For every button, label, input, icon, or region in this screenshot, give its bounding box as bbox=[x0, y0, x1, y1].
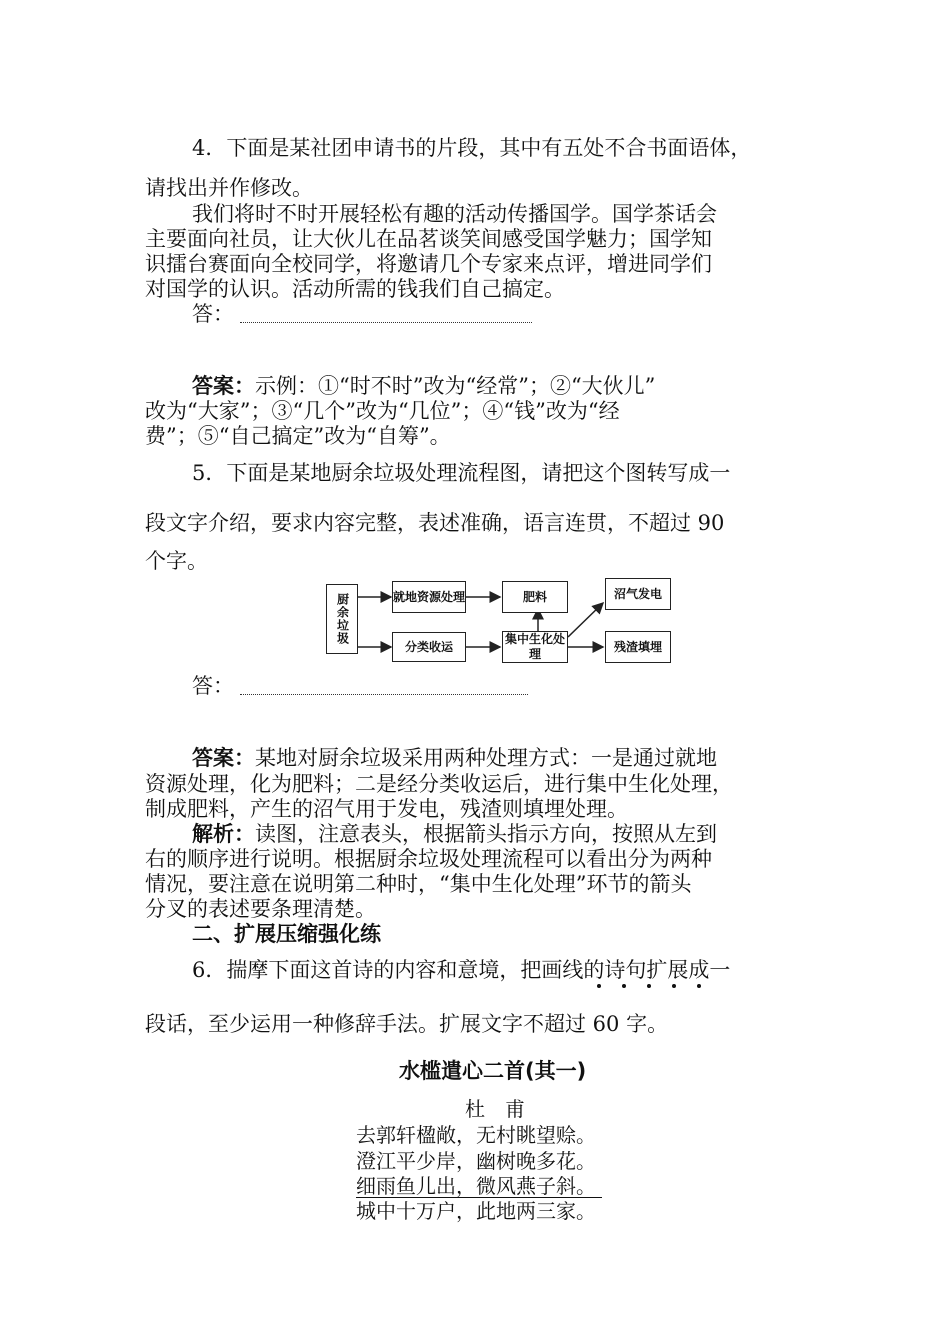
q4-answer-label: 答： bbox=[192, 302, 234, 326]
emphasis-dot bbox=[672, 984, 676, 988]
q5-analysis-line: 情况，要注意在说明第二种时，“集中生化处理”环节的箭头 bbox=[145, 872, 692, 896]
q5-answer-label: 答： bbox=[192, 674, 234, 698]
q4-passage-line: 对国学的认识。活动所需的钱我们自己搞定。 bbox=[145, 277, 565, 301]
q4-prompt: 4．下面是某社团申请书的片段，其中有五处不合书面语体， bbox=[192, 136, 752, 160]
poem-author: 杜 甫 bbox=[465, 1097, 525, 1121]
q4-key bbox=[192, 374, 655, 398]
q6-prompt: 6．揣摩下面这首诗的内容和意境，把画线的诗句扩展成一 bbox=[192, 958, 731, 982]
q4-key-text: 示例：①“时不时”改为“经常”；②“大伙儿” bbox=[255, 374, 656, 398]
flow-node-central-processing: 集中生化处理 bbox=[502, 631, 568, 663]
q4-passage: 我们将时不时开展轻松有趣的活动传播国学。国学茶话会 bbox=[192, 202, 717, 226]
q4-prompt-cont: 请找出并作修改。 bbox=[145, 176, 313, 200]
q5-analysis bbox=[192, 822, 717, 846]
q5-analysis-line: 分叉的表述要条理清楚。 bbox=[145, 897, 376, 921]
flow-node-classified-collection: 分类收运 bbox=[392, 632, 466, 662]
emphasis-dot bbox=[622, 984, 626, 988]
q5-key-text: 某地对厨余垃圾采用两种处理方式：一是通过就地 bbox=[255, 746, 717, 770]
q5-answer-blank[interactable] bbox=[240, 694, 528, 695]
q5-prompt: 5．下面是某地厨余垃圾处理流程图，请把这个图转写成一 bbox=[192, 461, 731, 485]
q5-prompt-cont: 段文字介绍，要求内容完整，表述准确，语言连贯，不超过 90 bbox=[145, 511, 725, 535]
poem-line: 城中十万户，此地两三家。 bbox=[356, 1199, 596, 1223]
q5-analysis-label: 解析： bbox=[192, 822, 255, 846]
emphasis-dot bbox=[647, 984, 651, 988]
q6-prompt-cont: 段话，至少运用一种修辞手法。扩展文字不超过 60 字。 bbox=[145, 1012, 669, 1036]
q5-key-label: 答案： bbox=[192, 746, 255, 770]
poem-line-underlined: 细雨鱼儿出，微风燕子斜。 bbox=[356, 1175, 602, 1198]
flow-node-biogas-power: 沼气发电 bbox=[605, 578, 671, 610]
q5-prompt-cont: 个字。 bbox=[145, 549, 208, 573]
flow-node-residue-landfill: 残渣填埋 bbox=[605, 631, 671, 663]
q4-passage-line: 识擂台赛面向全校同学，将邀请几个专家来点评，增进同学们 bbox=[145, 252, 712, 276]
q4-answer-blank[interactable] bbox=[240, 322, 532, 323]
q5-analysis-text: 读图，注意表头，根据箭头指示方向，按照从左到 bbox=[255, 822, 717, 846]
flow-node-kitchen-waste: 厨余垃圾 bbox=[326, 584, 358, 654]
q4-passage-line: 主要面向社员，让大伙儿在品茗谈笑间感受国学魅力；国学知 bbox=[145, 227, 712, 251]
section-heading: 二、扩展压缩强化练 bbox=[192, 922, 381, 946]
poem-line: 澄江平少岸，幽树晚多花。 bbox=[356, 1149, 596, 1173]
poem-title: 水槛遣心二首(其一) bbox=[399, 1059, 587, 1083]
q5-key-line: 制成肥料，产生的沼气用于发电，残渣则填埋处理。 bbox=[145, 797, 628, 821]
emphasis-dot bbox=[597, 984, 601, 988]
q4-key-line: 费”；⑤“自己搞定”改为“自筹”。 bbox=[145, 424, 451, 448]
flow-node-local-processing: 就地资源处理 bbox=[392, 581, 466, 613]
arrow-to-biogas bbox=[568, 603, 603, 637]
q5-key bbox=[192, 746, 717, 770]
q4-key-line: 改为“大家”；③“几个”改为“几位”；④“钱”改为“经 bbox=[145, 399, 620, 423]
q4-key-label: 答案： bbox=[192, 374, 255, 398]
poem-line: 去郭轩楹敞，无村眺望赊。 bbox=[356, 1123, 596, 1147]
flow-node-fertilizer: 肥料 bbox=[502, 581, 568, 613]
q5-key-line: 资源处理，化为肥料；二是经分类收运后，进行集中生化处理， bbox=[145, 772, 733, 796]
q5-analysis-line: 右的顺序进行说明。根据厨余垃圾处理流程可以看出分为两种 bbox=[145, 847, 712, 871]
emphasis-dot bbox=[697, 984, 701, 988]
